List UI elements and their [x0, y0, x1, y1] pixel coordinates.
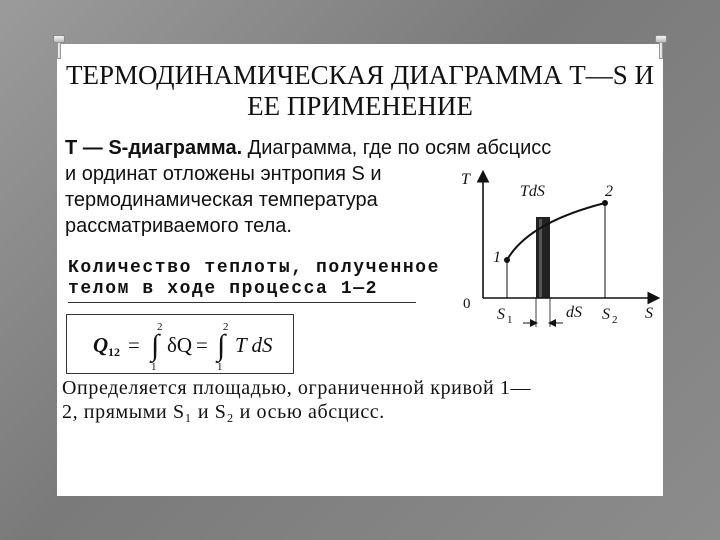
formula-right: T dS [235, 333, 273, 357]
point-2 [602, 200, 608, 206]
s2-sub: 2 [612, 314, 618, 326]
integral-sign-2: ∫ [217, 329, 226, 362]
point-1-label: 1 [493, 249, 501, 266]
s1-sub: 1 [507, 314, 513, 326]
integral-upper-2: 2 [223, 321, 229, 333]
intro-text: и ординат отложены энтропия S и термодинамическая температура рассматриваемого тела. [65, 163, 382, 237]
ds-label: dS [566, 304, 582, 321]
integral-upper: 2 [157, 321, 163, 333]
conclusion-text: Определяется площадью, ограниченной кривой 1—2, прямыми S₁ и S₂ и осью абсцисс. [62, 377, 532, 423]
formula-middle: δQ [167, 333, 193, 357]
s2-label: S [602, 306, 610, 323]
pushpin-icon [53, 35, 65, 59]
integral-lower: 1 [151, 361, 157, 372]
strip-label: TdS [520, 183, 545, 200]
pushpin-icon [655, 35, 667, 59]
formula-eq-2: = [196, 333, 208, 357]
point-1 [504, 257, 510, 263]
x-axis-label: S [645, 305, 653, 322]
y-axis-label: T [461, 171, 470, 188]
integral-sign: ∫ [151, 329, 160, 362]
heat-formula [67, 315, 292, 372]
formula-box [66, 314, 294, 374]
intro-term: Т — S-диаграмма. [65, 137, 243, 159]
formula-lhs-sub: 12 [108, 345, 120, 359]
ts-diagram [455, 165, 665, 330]
intro-line1-text: Диаграмма, где по осям абсцисс [242, 137, 552, 159]
caption-underline [68, 302, 416, 303]
slide-title: ТЕРМОДИНАМИЧЕСКАЯ ДИАГРАММА Т—S И ЕЕ ПРИМЕНЕНИЕ [65, 60, 654, 121]
s1-label: S [497, 306, 505, 323]
process-curve [507, 203, 605, 260]
formula-eq: = [128, 333, 140, 357]
formula-lhs: Q [93, 333, 109, 357]
integral-lower-2: 1 [217, 361, 223, 372]
point-2-label: 2 [605, 183, 613, 200]
heat-caption: Количество теплоты, полученное телом в ходе процесса 1—2 [68, 258, 441, 299]
origin-label: 0 [463, 296, 471, 312]
